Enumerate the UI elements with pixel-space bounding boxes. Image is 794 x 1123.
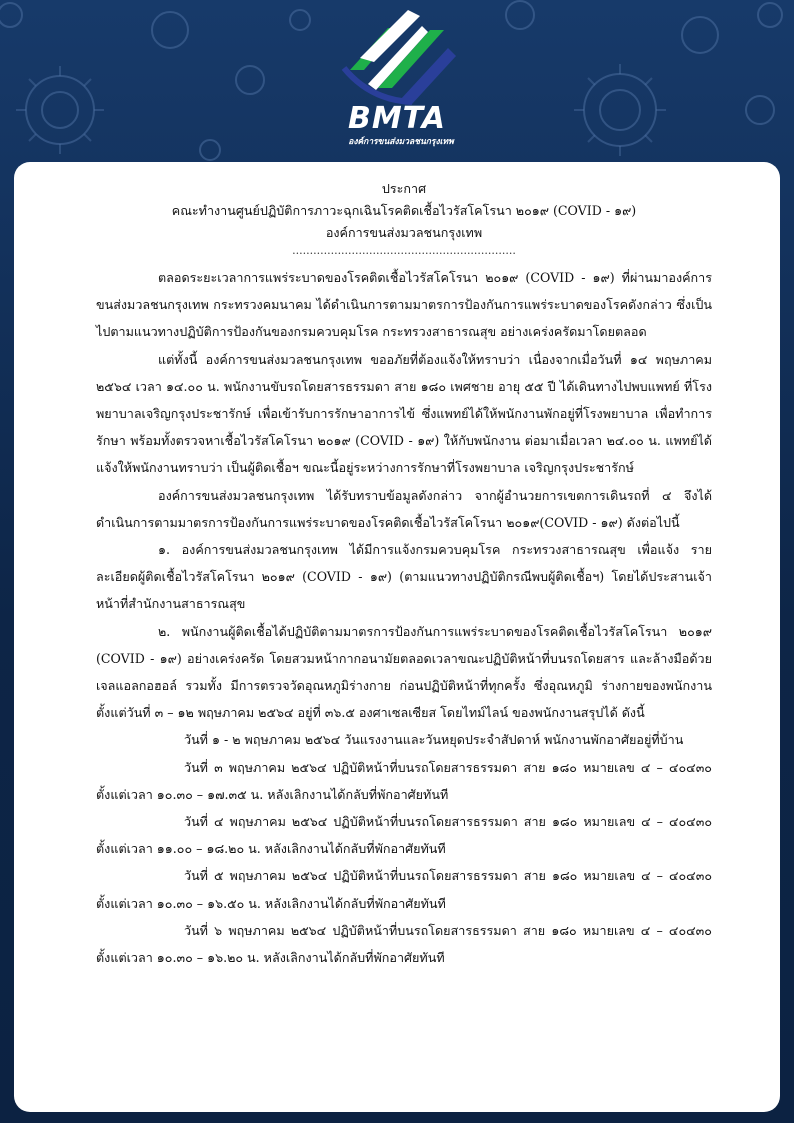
paragraph [96,346,712,482]
timeline-entry [96,862,712,916]
timeline-line: ๔ – ๔๐๔๓๐ ตั้งแต่เวลา ๑๐.๓๐ – ๑๖.๒๐ น. หลังเลิกงานได้กลับที่พักอาศัยทันที [96,922,712,966]
paragraph-line: โดยได้ประสานเจ้าหน้าที่สำนักงานสาธารณสุข [96,569,712,612]
paragraph-line: ๒๔.๐๐ น. แพทย์ได้แจ้งให้พนักงานทราบว่า เป็นผู้ติดเชื้อฯ ขณะนี้อยู่ระหว่างการรักษาที่โรงพยาบาล [96,433,712,476]
heading-divider: ................................................................ [292,244,516,257]
paragraph [96,482,712,536]
announcement-body [96,178,712,971]
timeline-line: ๔ – ๔๐๔๓๐ ตั้งแต่เวลา ๑๑.๐๐ – ๑๘.๒๐ น. หลังเลิกงานได้กลับที่พักอาศัยทันที [96,814,713,857]
timeline-line: วันที่ ๖ พฤษภาคม ๒๕๖๔ ปฏิบัติหน้าที่บนรถโดยสารธรรมดา สาย ๑๘๐ หมายเลข [184,922,635,938]
heading-line-1: ประกาศ [381,181,427,196]
paragraph-line: เจริญกรุงประชารักษ์ [524,460,634,476]
paragraph-line: ๒๕๖๔ เวลา ๑๔.๐๐ น. พนักงานขับรถโดยสารธรรมดา สาย ๑๘๐ เพศชาย อายุ ๕๕ ปี ได้เดินทางไปพบแพทย์ [96,378,680,394]
paragraph-line: ๒๐๑๙ (COVID - ๑๙) อย่างเคร่งครัด โดยสวมหน้ากากอนามัยตลอดเวลาขณะปฏิบัติหน้าที่บนรถโดยสาร [96,623,712,666]
paragraph-line: ๑. องค์การขนส่งมวลชนกรุงเทพ ได้มีการแจ้งกรมควบคุมโรค กระทรวงสาธารณสุข เพื่อแจ้ง [158,542,680,558]
timeline-entry [96,726,712,753]
paragraph-line: ๒. พนักงานผู้ติดเชื้อได้ปฏิบัติตามมาตรการป้องกันการแพร่ระบาดของโรคติดเชื้อไวรัสโคโรนา [158,623,668,639]
paragraph-line: ร่างกายของพนักงาน ตั้งแต่วันที่ ๓ – ๑๒ พฤษภาคม ๒๕๖๔ อยู่ที่ ๓๖.๕ องศาเซลเซียส โดยไทม์ไลน์ [96,678,712,721]
timeline-line: วันที่ ๕ พฤษภาคม ๒๕๖๔ ปฏิบัติหน้าที่บนรถโดยสารธรรมดา สาย ๑๘๐ หมายเลข [184,868,636,884]
paragraph-line: ขนส่งมวลชนกรุงเทพ กระทรวงคมนาคม ได้ดำเนินการตามมาตรการป้องกันการแพร่ระบาดของโรคดังกล่าว [96,297,672,313]
paragraph-line: องค์การขนส่งมวลชนกรุงเทพ ได้รับทราบข้อมูลดังกล่าว จากผู้อำนวยการเขตการเดินรถที่ ๔ [158,487,672,503]
paragraph-line: ที่โรงพยาบาลเจริญกรุงประชารักษ์ เพื่อเข้ารับการรักษาอาการไข้ ซึ่งแพทย์ได้ให้พนักงานพักอยู่ที่โรงพยาบาล [96,378,712,422]
announcement-card [14,162,780,1112]
paragraph-line: ตลอดระยะเวลาการแพร่ระบาดของโรคติดเชื้อไวรัสโคโรนา ๒๐๑๙ (COVID - ๑๙) ที่ผ่านมาองค์การ [158,270,712,285]
timeline-line: วันที่ ๔ พฤษภาคม ๒๕๖๔ ปฏิบัติหน้าที่บนรถโดยสารธรรมดา สาย ๑๘๐ หมายเลข [184,814,636,830]
paragraph-line: แต่ทั้งนี้ องค์การขนส่งมวลชนกรุงเทพ ขออภัยที่ต้องแจ้งให้ทราบว่า เนื่องจากเมื่อวันที่ ๑๔ พฤษภาคม [158,351,712,367]
logo-subtitle: องค์การขนส่งมวลชนกรุงเทพ [348,137,454,147]
paragraph [96,618,712,727]
timeline-entry [96,754,712,808]
paragraph [96,264,712,346]
timeline-entry [96,917,712,971]
timeline-line: ๔ – ๔๐๔๓๐ ตั้งแต่เวลา ๑๐.๓๐ – ๑๗.๓๕ น. หลังเลิกงานได้กลับที่พักอาศัยทันที [96,759,712,802]
timeline-line: วันที่ ๑ - ๒ พฤษภาคม ๒๕๖๔ วันแรงงานและวันหยุดประจำสัปดาห์ พนักงานพักอาศัยอยู่ที่บ้าน [184,732,684,748]
announcement-heading [96,178,712,244]
paragraph-line: ของพนักงานสรุปได้ ดังนี้ [512,705,645,721]
paragraph-line: ซึ่งเป็นไปตามแนวทางปฏิบัติการป้องกันของกรมควบคุมโรค กระทรวงสาธารณสุข อย่างเคร่งครัดมาโดยตลอด [96,297,712,340]
logo-title: BMTA [347,101,447,136]
bmta-logo [330,8,464,150]
timeline-line: ๔ – ๔๐๔๓๐ ตั้งแต่เวลา ๑๐.๓๐ – ๑๖.๕๐ น. หลังเลิกงานได้กลับที่พักอาศัยทันที [96,868,713,911]
heading-line-2: คณะทำงานศูนย์ปฏิบัติการภาวะฉุกเฉินโรคติดเชื้อไวรัสโคโรนา ๒๐๑๙ (COVID - ๑๙) [171,203,637,218]
paragraph [96,536,712,618]
paragraph-line: เพื่อทำการรักษา พร้อมทั้งตรวจหาเชื้อไวรัสโคโรนา ๒๐๑๙ (COVID - ๑๙) ให้กับพนักงาน ต่อมาเมื่อเวลา [96,406,712,449]
bmta-emblem-icon [330,8,464,108]
paragraph-line: จึงได้ดำเนินการตามมาตรการป้องกันการแพร่ระบาดของโรคติดเชื้อไวรัสโคโรนา ๒๐๑๙(COVID - ๑๙) ดังต่อไปนี้ [96,487,712,530]
heading-line-3: องค์การขนส่งมวลชนกรุงเทพ [325,225,483,240]
timeline-entry [96,808,712,862]
paragraph-line: และล้างมือด้วยเจลแอลกอฮอล์ รวมทั้ง มีการตรวจวัดอุณหภูมิร่างกาย ก่อนปฏิบัติหน้าที่ทุกครั้ง ซึ่งอุณหภูมิ [96,650,712,694]
paragraph-line: รายละเอียดผู้ติดเชื้อไวรัสโคโรนา ๒๐๑๙ (COVID - ๑๙) (ตามแนวทางปฏิบัติกรณีพบผู้ติดเชื้อฯ) [96,542,712,585]
timeline-line: วันที่ ๓ พฤษภาคม ๒๕๖๔ ปฏิบัติหน้าที่บนรถโดยสารธรรมดา สาย ๑๘๐ หมายเลข [184,759,635,775]
